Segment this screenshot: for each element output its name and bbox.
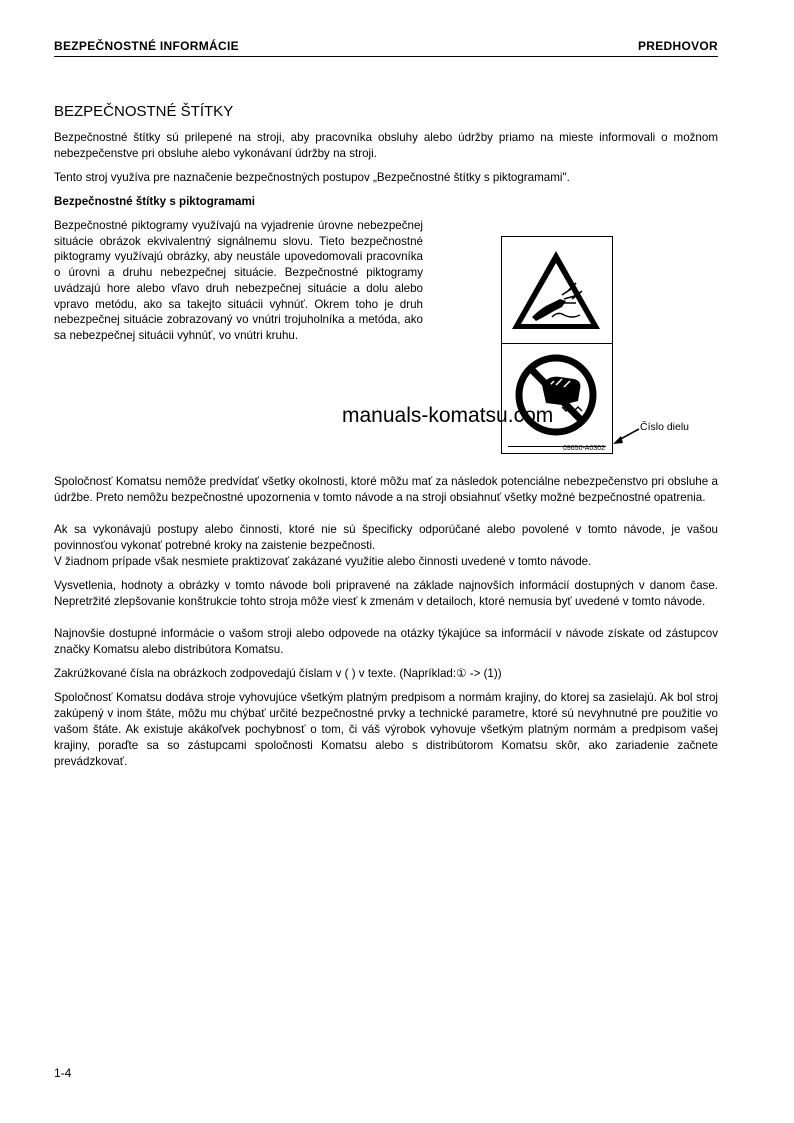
- paragraph-unforeseen-circumstances: Spoločnosť Komatsu nemôže predvídať všetky okolnosti, ktoré môžu mať za následok potenciálne nebezpečenstvo pri obsluhe a údržbe. Preto nemôžu bezpečnostné upozornenia v tomto návode a na stroji obsiahnuť všetky možné bezpečnostné opatrenia.: [54, 475, 718, 504]
- page-number: 1-4: [54, 1066, 72, 1080]
- page-header: [54, 38, 718, 57]
- watermark: manuals-komatsu.com: [342, 404, 554, 427]
- part-number-label: Číslo dielu: [640, 421, 690, 433]
- header-chapter-title: PREDHOVOR: [637, 39, 718, 53]
- paragraph-circled-numbers: Zakrúžkované čísla na obrázkoch zodpovedajú číslam v ( ) v texte. (Napríklad:① -> (1)): [54, 667, 502, 680]
- paragraph-manual-updates: Vysvetlenia, hodnoty a obrázky v tomto návode boli pripravené na základe najnovších informácií dostupných v danom čase. Nepretržité zlepšovanie konštrukcie tohto stroja môže viesť k zmenám v detailoch, ktoré nemusia byť uvedené v tomto návode.: [54, 579, 718, 608]
- paragraph-pictogram-explanation: Bezpečnostné piktogramy využívajú na vyjadrenie úrovne nebezpečnej situácie obrázok ekvivalentný signálnemu slovu. Tieto bezpečnostné piktogramy využívajú obrázky, aby neustále upovedomovali pracovníka o úrovni a druhu nebezpečnej situácie. Bezpečnostné piktogramy uvádzajú hore alebo vľavo druh nebezpečnej situácie a dolu alebo vpravo metódu, ako sa takejto situácii vyhnúť. Okrem toho je druh nebezpečnej situácie zobrazovaný vo vnútri trojuholníka a metóda, ako sa nebezpečnej situácii vyhnúť, vo vnútri kruhu.: [54, 219, 423, 342]
- header-section-title: BEZPEČNOSTNÉ INFORMÁCIE: [54, 39, 239, 53]
- paragraph-latest-info: Najnovšie dostupné informácie o vašom stroji alebo odpovede na otázky týkajúce sa informácií v návode získate od zástupcov značky Komatsu alebo distribútora Komatsu.: [54, 627, 718, 656]
- paragraph-prohibited-use: V žiadnom prípade však nesmiete praktizovať zakázané využitie alebo činnosti uvedené v tomto návode.: [54, 555, 592, 568]
- paragraph-responsibility: Ak sa vykonávajú postupy alebo činnosti, ktoré nie sú špecificky odporúčané alebo povolené v tomto návode, je vašou povinnosťou vykonať potrebné kroky na zaistenie bezpečnosti.: [54, 523, 718, 552]
- paragraph-pictogram-usage: Tento stroj využíva pre naznačenie bezpečnostných postupov „Bezpečnostné štítky s piktogramami".: [54, 171, 570, 184]
- prohibition-circle-hand-icon: [502, 345, 611, 445]
- warning-triangle-pressure-spray-icon: [502, 237, 611, 341]
- figure-divider: [502, 343, 612, 344]
- arrow-left-icon: [611, 425, 641, 447]
- subheading-pictogram-labels: Bezpečnostné štítky s piktogramami: [54, 195, 256, 208]
- paragraph-regulations: Spoločnosť Komatsu dodáva stroje vyhovujúce všetkým platným predpisom a normám krajiny, do ktorej sa zasielajú. Ak bol stroj zakúpený v inom štáte, môžu mu chýbať určité bezpečnostné prvky a technické parametre, ktoré sú nevyhnutné pre použitie vo vašom štáte. Ak existuje akákoľvek pochybnosť o tom, či váš výrobok vyhovuje všetkým platným normám a predpisom vašej krajiny, poraďte sa so zástupcami spoločnosti Komatsu alebo s distribútorom Komatsu skôr, ako zariadenie začnete prevádzkovať.: [54, 691, 718, 768]
- page-title: BEZPEČNOSTNÉ ŠTÍTKY: [54, 103, 234, 120]
- figure-code: 09650-A0302: [563, 445, 606, 452]
- paragraph-labels-purpose: Bezpečnostné štítky sú prilepené na stroji, aby pracovníka obsluhy alebo údržby priamo na mieste informovali o možnom nebezpečenstve pri obsluhe alebo vykonávaní údržby na stroji.: [54, 131, 718, 160]
